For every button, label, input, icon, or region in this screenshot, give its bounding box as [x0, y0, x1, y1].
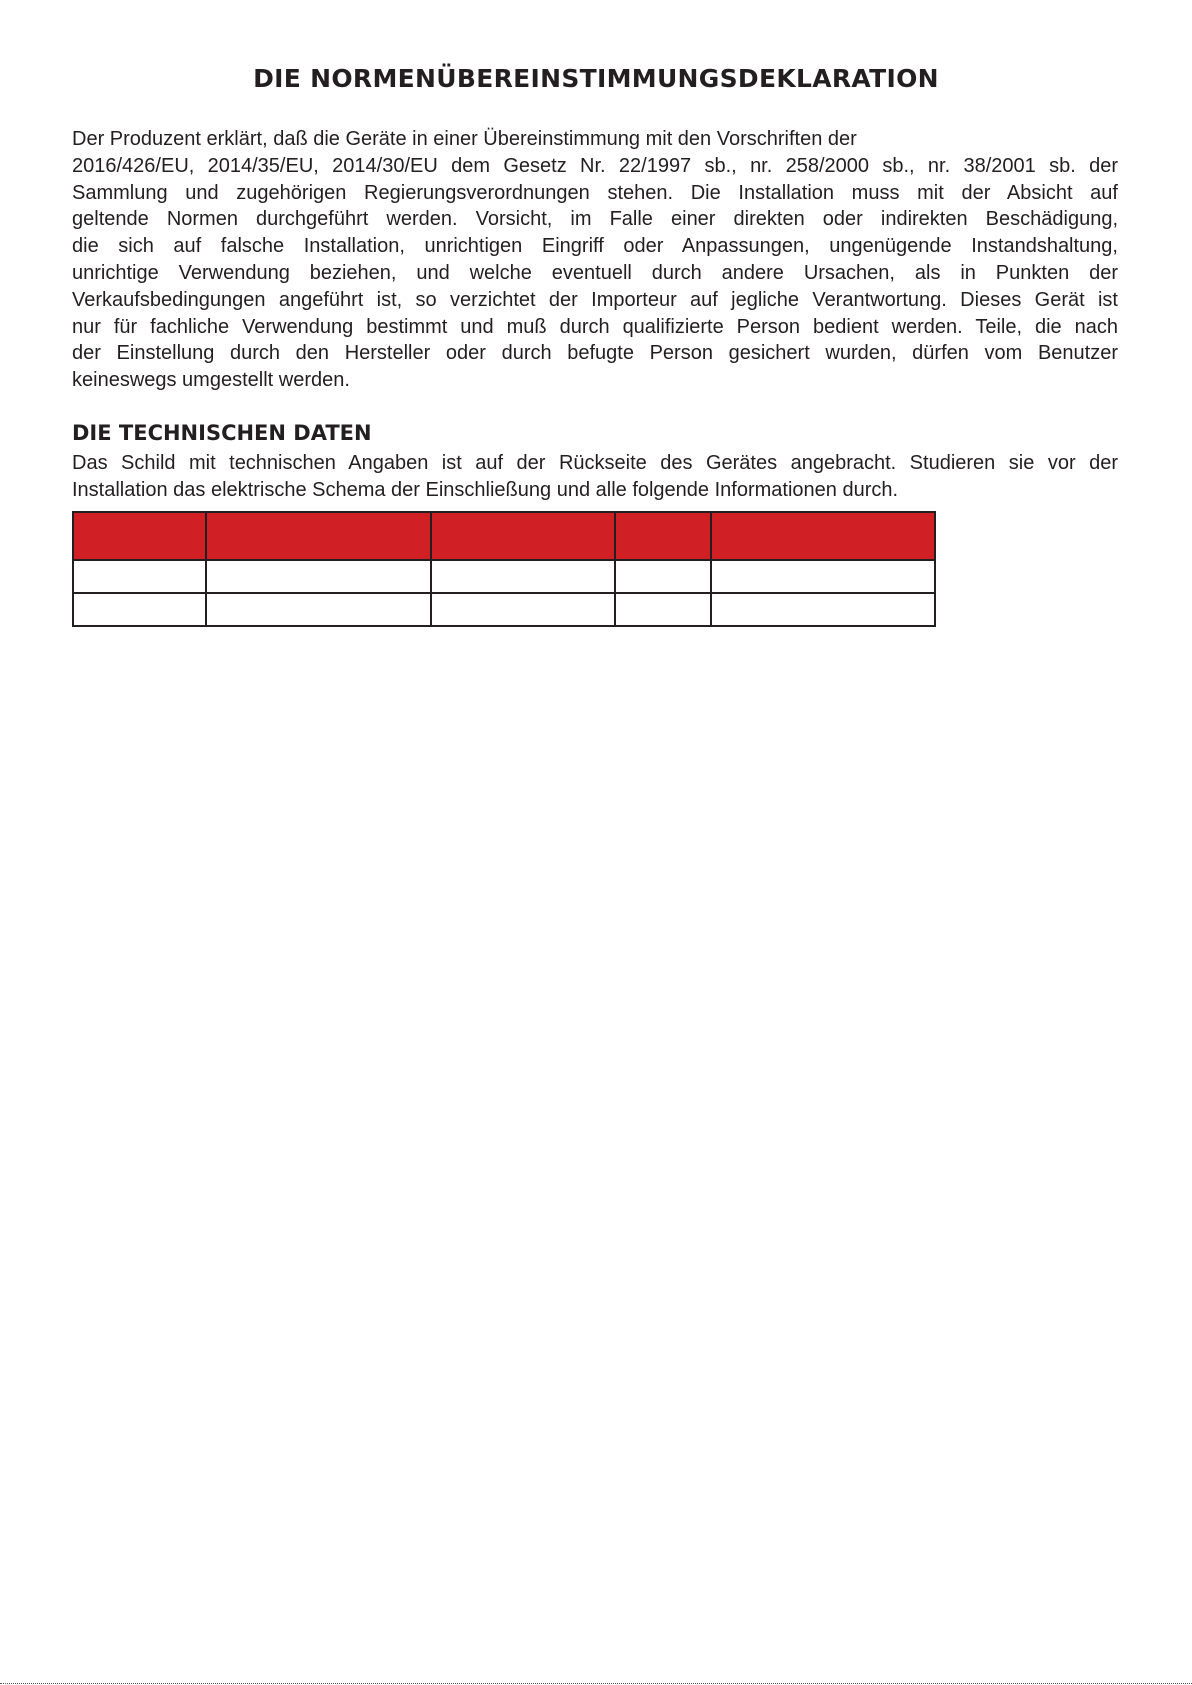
table-header-cell [431, 512, 615, 560]
declaration-line: Verkaufsbedingungen angeführt ist, so verzichtet der Importeur auf jegliche Verantwortung. Dieses Gerät ist [72, 288, 1118, 311]
declaration-line: unrichtige Verwendung beziehen, und welche eventuell durch andere Ursachen, als in Punkten der [72, 261, 1118, 284]
declaration-line: Sammlung und zugehörigen Regierungsverordnungen stehen. Die Installation muss mit der Absicht auf [72, 181, 1118, 204]
table-cell [615, 560, 711, 593]
declaration-line: nur für fachliche Verwendung bestimmt und muß durch qualifizierte Person bedient werden. Teile, die nach [72, 315, 1118, 338]
declaration-line: die sich auf falsche Installation, unrichtigen Eingriff oder Anpassungen, ungenügende Instandshaltung, [72, 235, 1118, 258]
table-row [73, 593, 935, 626]
page-bottom-divider [0, 1683, 1192, 1684]
declaration-line: Der Produzent erklärt, daß die Geräte in einer Übereinstimmung mit den Vorschriften der [72, 128, 857, 150]
technical-line: Das Schild mit technischen Angaben ist auf der Rückseite des Gerätes angebracht. Studieren sie vor der [72, 452, 1118, 474]
table-cell [73, 593, 206, 626]
table-cell [615, 593, 711, 626]
table-cell [711, 593, 935, 626]
declaration-line: keineswegs umgestellt werden. [72, 369, 350, 392]
table-header-cell [711, 512, 935, 560]
table-cell [73, 560, 206, 593]
table-header-row [73, 512, 935, 560]
table-row [73, 560, 935, 593]
table-cell [431, 593, 615, 626]
page-title: DIE NORMENÜBEREINSTIMMUNGSDEKLARATION [253, 64, 939, 93]
table-cell [431, 560, 615, 593]
table-header-cell [615, 512, 711, 560]
technical-data-heading: DIE TECHNISCHEN DATEN [72, 421, 372, 445]
technical-data-table [72, 511, 936, 627]
table-cell [206, 560, 431, 593]
declaration-line: geltende Normen durchgeführt werden. Vorsicht, im Falle einer direkten oder indirekten Beschädigung, [72, 208, 1118, 231]
declaration-line: 2016/426/EU, 2014/35/EU, 2014/30/EU dem Gesetz Nr. 22/1997 sb., nr. 258/2000 sb., nr. 38/2001 sb. der [72, 154, 1118, 177]
table-cell [711, 560, 935, 593]
table-header-cell [73, 512, 206, 560]
table-cell [206, 593, 431, 626]
declaration-paragraph [72, 126, 1118, 394]
table-header-cell [206, 512, 431, 560]
declaration-line: der Einstellung durch den Hersteller oder durch befugte Person gesichert wurden, dürfen vom Benutzer [72, 342, 1118, 365]
technical-line: Installation das elektrische Schema der Einschließung und alle folgende Informationen durch. [72, 478, 899, 501]
technical-data-paragraph [72, 450, 1118, 504]
